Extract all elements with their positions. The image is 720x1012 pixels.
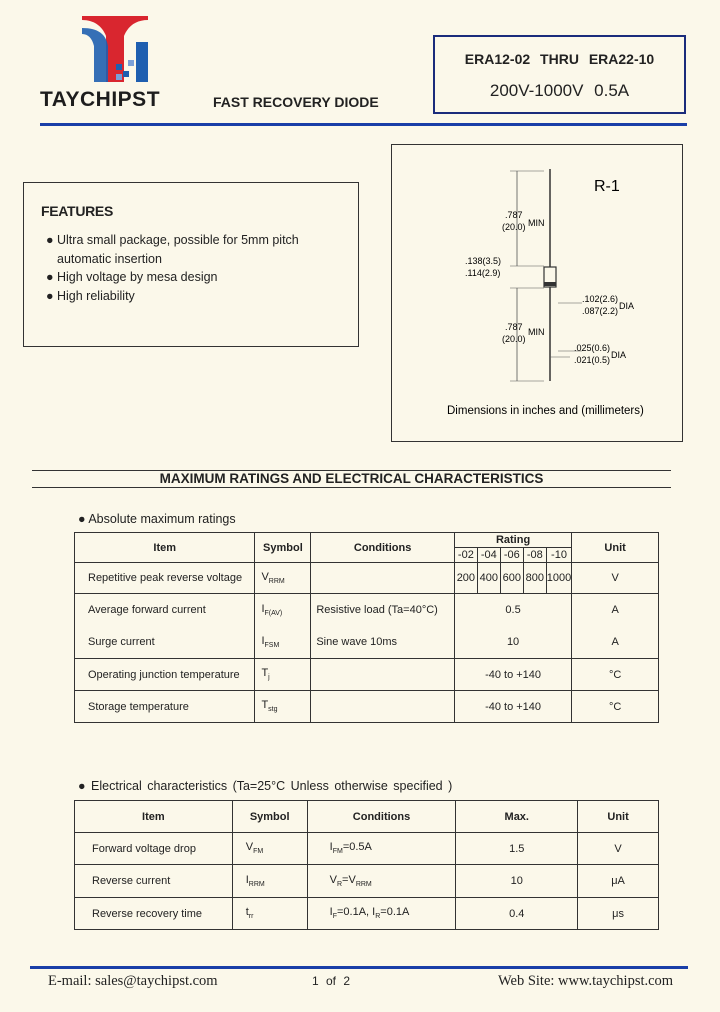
min-label: MIN: [528, 218, 545, 228]
header-conditions: Conditions: [311, 533, 455, 563]
table-row: Operating junction temperature $T_j$ -40 to +140 °C: [75, 659, 659, 691]
header-conditions: Conditions: [307, 801, 456, 833]
abs-max-subtitle: ● Absolute maximum ratings: [78, 512, 236, 526]
header-unit: Unit: [572, 533, 659, 563]
features-box: [23, 182, 359, 347]
header-rating: Rating: [454, 533, 571, 548]
min-label: MIN: [528, 327, 545, 337]
package-drawing-box: [391, 144, 683, 442]
lead-dia-min: .021(0.5): [574, 355, 611, 365]
footer-email[interactable]: E-mail: sales@taychipst.com: [48, 973, 218, 989]
lead-length-mm: (20.0): [502, 334, 526, 344]
product-type: FAST RECOVERY DIODE: [213, 94, 379, 110]
electrical-table: [74, 800, 659, 930]
footer-divider: [30, 966, 688, 969]
header-unit: Unit: [578, 801, 659, 833]
feature-item: ● High voltage by mesa design: [44, 268, 349, 287]
header-symbol: Symbol: [232, 801, 307, 833]
package-name: R-1: [594, 178, 620, 195]
header-max: Max.: [456, 801, 578, 833]
table-row: Repetitive peak reverse voltage $V_{RRM}$ 200 400 600 800 1000 V: [75, 563, 659, 594]
bullet-icon: ●: [78, 779, 92, 793]
suffix-cell: -08: [523, 548, 546, 563]
voltage-current-spec: 200V-1000V 0.5A: [489, 81, 630, 100]
body-length-min: .114(2.9): [465, 268, 501, 278]
dimensions-caption: Dimensions in inches and (millimeters): [447, 405, 644, 417]
table-row: Storage temperature $T_{stg}$ -40 to +140 °C: [75, 691, 659, 723]
table-row: Reverse current $I_{RRM}$ $V_R=V_{RRM}$ 10 μA: [75, 865, 659, 898]
table-row: Forward voltage drop $V_{FM}$ $I_{FM}=0.5A$ 1.5 V: [75, 833, 659, 865]
bullet-icon: ●: [46, 270, 54, 284]
feature-item: ● High reliability: [44, 287, 349, 306]
suffix-cell: -10: [546, 548, 571, 563]
lead-dia-max: .025(0.6): [574, 343, 611, 353]
lead-length-mm: (20.0): [502, 222, 526, 232]
header-symbol: Symbol: [255, 533, 311, 563]
features-title: FEATURES: [41, 203, 114, 219]
electrical-subtitle: ● Electrical characteristics (Ta=25°C Unless otherwise specified ): [78, 779, 453, 793]
body-dia-max: .102(2.6): [582, 294, 619, 304]
section-title: MAXIMUM RATINGS AND ELECTRICAL CHARACTERISTICS: [159, 471, 544, 486]
page-number: 1 of 2: [312, 974, 351, 988]
abs-max-table: [74, 532, 659, 723]
part-range: ERA12-02 THRU ERA22-10: [464, 51, 655, 67]
section-rule-bottom: [32, 487, 671, 488]
table-row: Reverse recovery time $t_{rr}$ $I_F=0.1A$, $I_R=0.1A$ 0.4 μs: [75, 898, 659, 930]
body-dia-min: .087(2.2): [582, 306, 619, 316]
brand-name: TAYCHIPST: [40, 88, 161, 111]
table-row: Average forward current $I_{F(AV)}$ Resistive load (Ta=40°C) 0.5 A: [75, 594, 659, 627]
part-number-box: [433, 35, 686, 114]
header-item: Item: [75, 801, 233, 833]
lead-length-inch: .787: [505, 322, 523, 332]
header-divider: [40, 123, 687, 126]
dia-label: DIA: [611, 350, 627, 360]
lead-length-inch: .787: [505, 210, 523, 220]
dia-label: DIA: [619, 301, 635, 311]
header-item: Item: [75, 533, 255, 563]
body-length-max: .138(3.5): [465, 256, 502, 266]
bullet-icon: ●: [78, 512, 89, 526]
bullet-icon: ●: [46, 288, 54, 303]
suffix-cell: -06: [500, 548, 523, 563]
table-row: Surge current $I_{FSM}$ Sine wave 10ms 10 A: [75, 627, 659, 659]
footer-website[interactable]: Web Site: www.taychipst.com: [498, 973, 674, 989]
package-outline-diagram: [392, 145, 682, 441]
suffix-cell: -02: [454, 548, 477, 563]
company-logo: [76, 12, 154, 86]
bullet-icon: ●: [46, 233, 54, 247]
feature-item: ● Ultra small package, possible for 5mm pitch automatic insertion: [46, 233, 299, 266]
features-list: [44, 231, 349, 305]
suffix-cell: -04: [477, 548, 500, 563]
